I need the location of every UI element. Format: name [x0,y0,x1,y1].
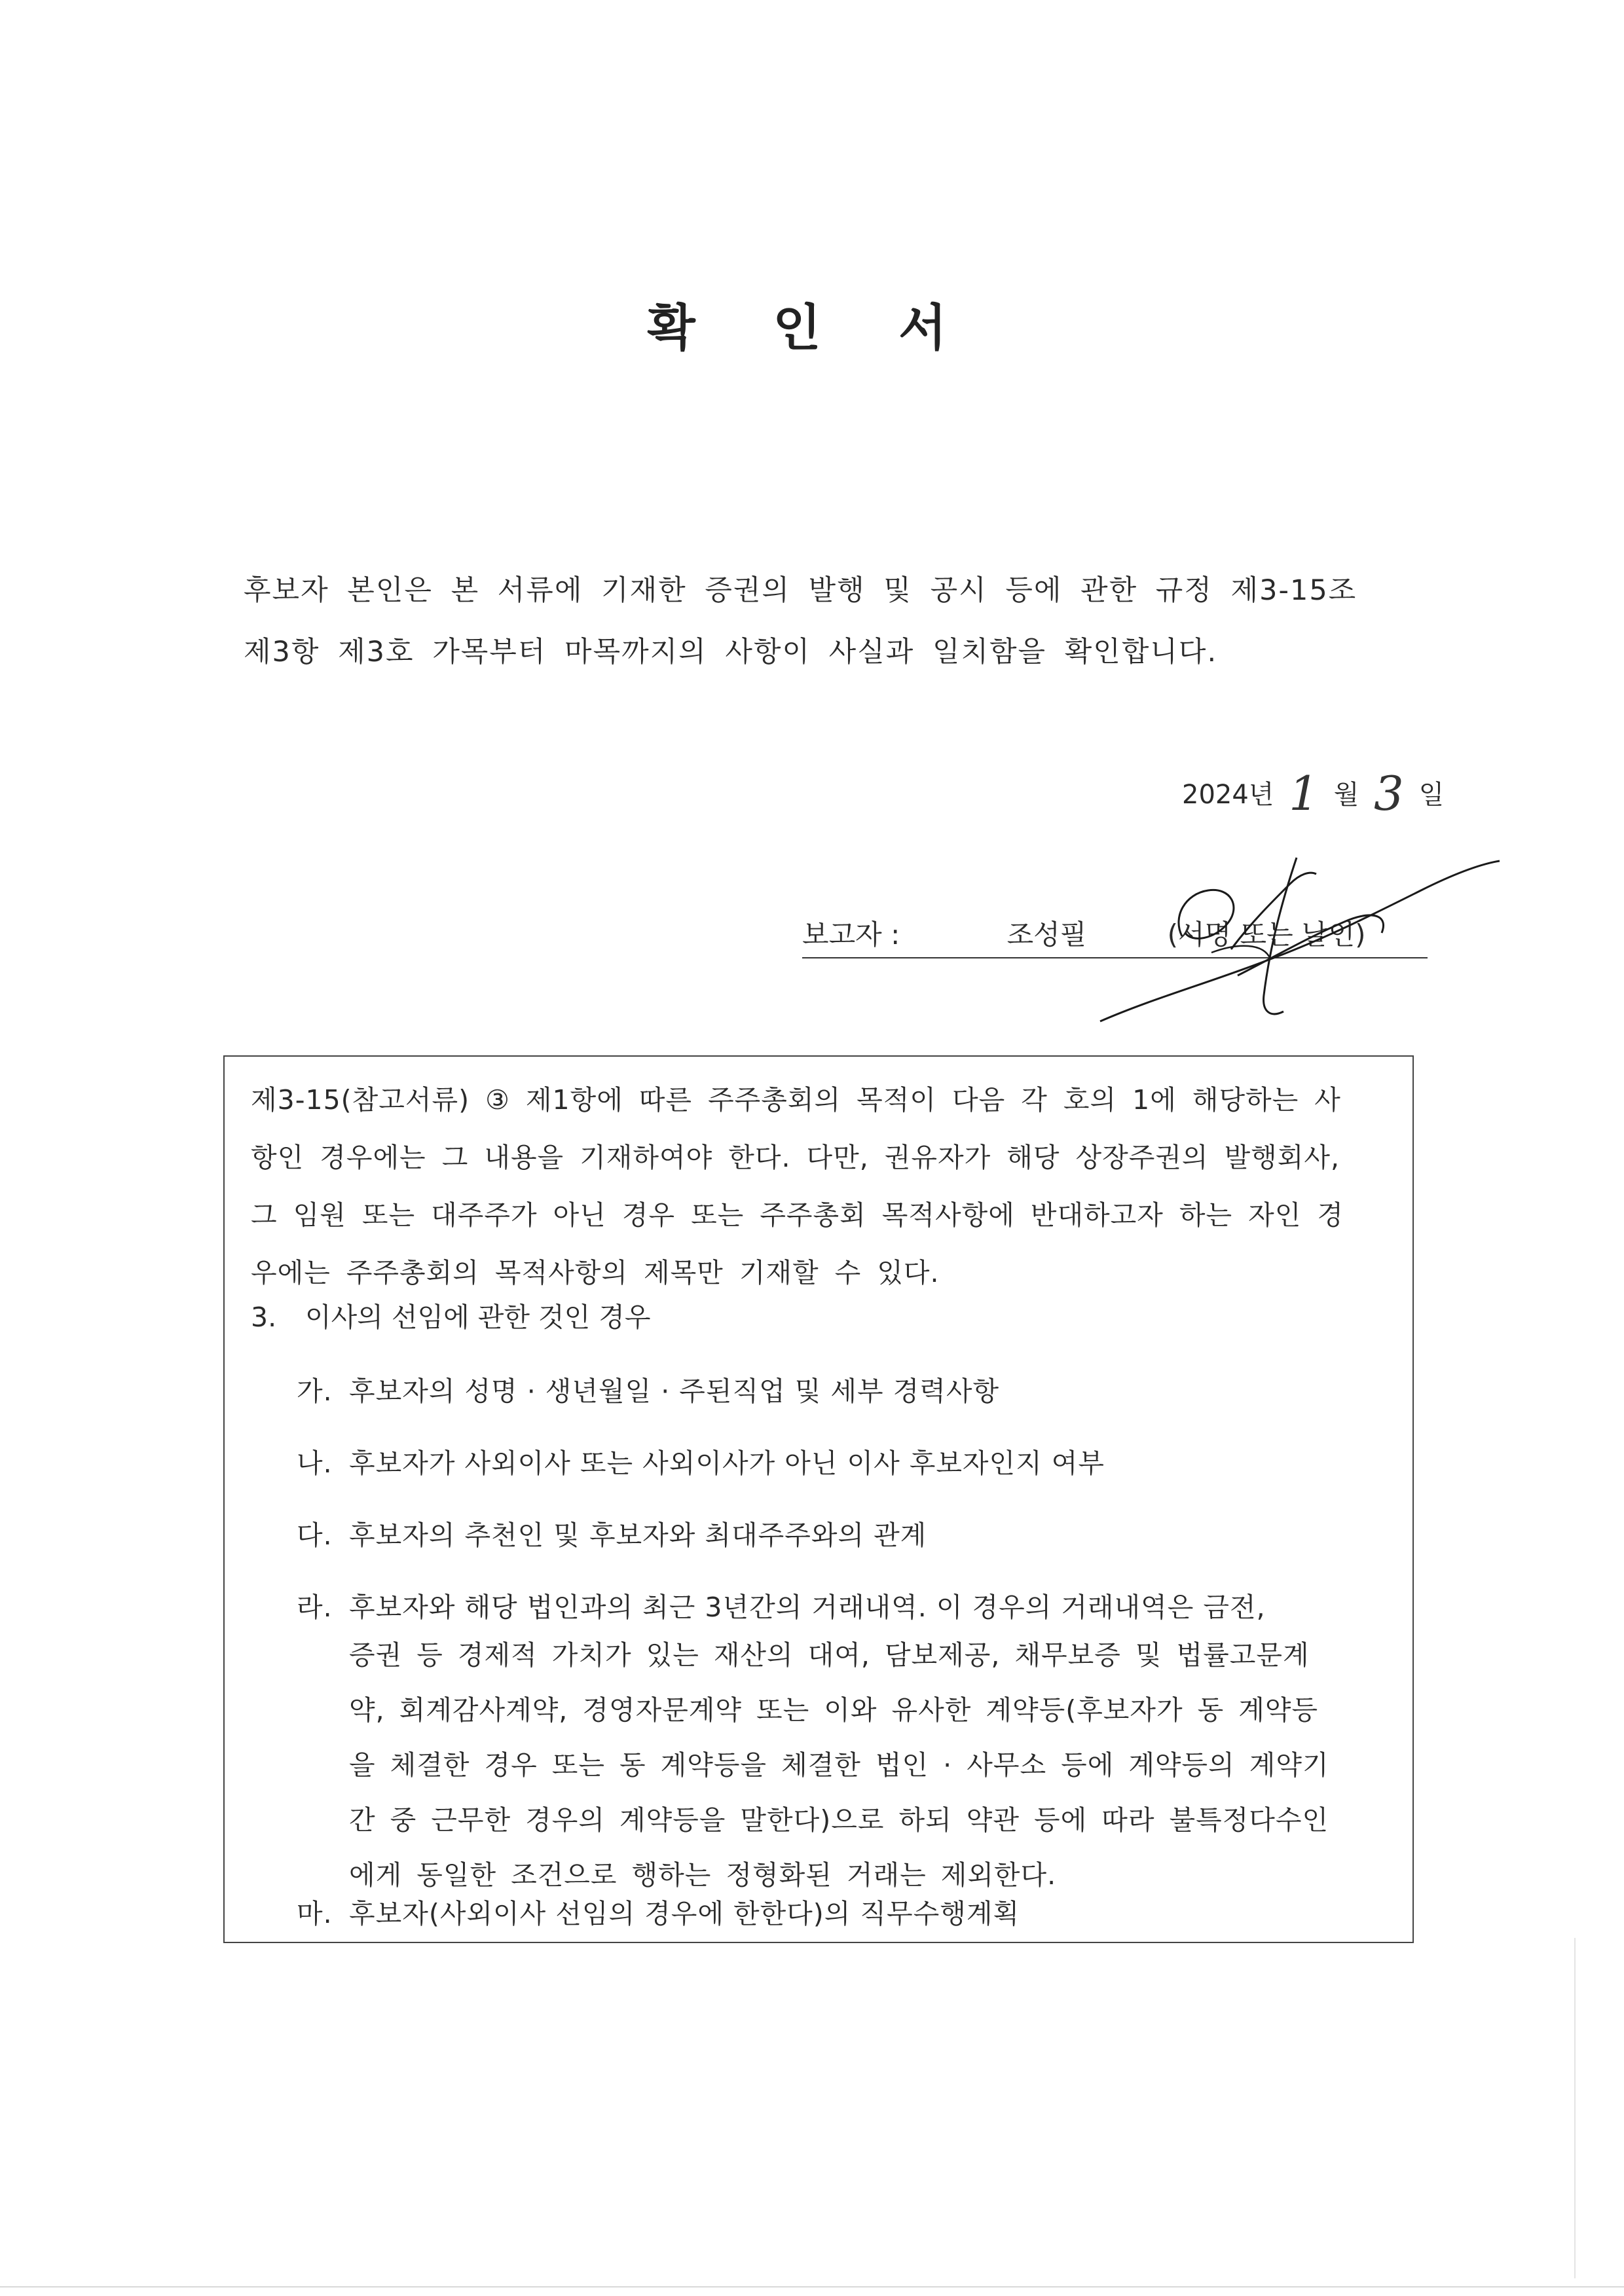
subitem-text: 후보자(사외이사 선임의 경우에 한한다)의 직무수행계획 [349,1898,1020,1929]
continuation-line: 을 체결한 경우 또는 동 계약등을 체결한 법인 · 사무소 등에 계약등의 계약기 [349,1749,1329,1781]
date-year: 2024년 [1182,780,1274,810]
continuation-line: 간 중 근무한 경우의 계약등을 말한다)으로 하되 약관 등에 따라 불특정다수인 [349,1804,1329,1836]
date-month-handwritten: 1 [1289,766,1319,821]
continuation-line: 약, 회계감사계약, 경영자문계약 또는 이와 유사한 계약등(후보자가 동 계약등 [349,1694,1319,1726]
statement-line-2: 제3항 제3호 가목부터 마목까지의 사항이 사실과 일치함을 확인합니다. [244,636,1218,668]
item-3-number: 3. [251,1302,277,1333]
scan-edge-mark [1574,1938,1576,2278]
handwritten-signature [1074,845,1506,1034]
reference-line: 항인 경우에는 그 내용을 기재하여야 한다. 다만, 권유자가 해당 상장주권의 발행회사, [251,1142,1340,1173]
subitem-marker: 가. [297,1376,333,1407]
subitem-marker: 라. [297,1592,333,1623]
signing-date [1182,766,1444,821]
item-3 [251,1296,650,1334]
signature-instruction: (서명 또는 날인) [1167,919,1366,951]
subitem-marker: 나. [297,1448,333,1479]
continuation-line: 에게 동일한 조건으로 행하는 정형화된 거래는 제외한다. [349,1859,1057,1891]
subitem-da [297,1514,927,1552]
subitem-text: 후보자의 성명 · 생년월일 · 주된직업 및 세부 경력사항 [349,1376,1000,1407]
reference-line: 그 임원 또는 대주주가 아닌 경우 또는 주주총회 목적사항에 반대하고자 하는 자인 경 [251,1199,1344,1231]
statement-line-1: 후보자 본인은 본 서류에 기재한 증권의 발행 및 공시 등에 관한 규정 제3-15조 [244,574,1357,607]
reference-regulation-box [223,1055,1414,1943]
subitem-ra [297,1586,1266,1624]
subitem-marker: 다. [297,1520,333,1551]
subitem-ra-continuation [349,1628,1384,1903]
reference-line: 우에는 주주총회의 목적사항의 제목만 기재할 수 있다. [251,1257,940,1288]
subitem-text: 후보자가 사외이사 또는 사외이사가 아닌 이사 후보자인지 여부 [349,1448,1105,1479]
scan-bottom-edge [0,2286,1624,2287]
reporter-name: 조성필 [1006,919,1087,951]
subitem-text: 후보자의 추천인 및 후보자와 최대주주와의 관계 [349,1520,927,1551]
date-month-unit: 월 [1333,780,1359,810]
reporter-label: 보고자 : [802,919,900,951]
date-day-handwritten: 3 [1374,766,1404,821]
subitem-ma [297,1892,1020,1931]
subitem-marker: 마. [297,1898,333,1929]
subitem-na [297,1442,1105,1480]
item-3-text: 이사의 선임에 관한 것인 경우 [305,1302,651,1333]
document-title: 확 인 서 [647,299,977,357]
subitem-ga [297,1370,999,1408]
reference-paragraph [251,1071,1390,1302]
reference-line: 제3-15(참고서류) ③ 제1항에 따른 주주총회의 목적이 다음 각 호의 1에 해당하는 사 [251,1084,1341,1116]
confirmation-statement [244,560,1416,683]
date-day-unit: 일 [1418,780,1445,810]
subitem-text: 후보자와 해당 법인과의 최근 3년간의 거래내역. 이 경우의 거래내역은 금전, [349,1592,1266,1623]
continuation-line: 증권 등 경제적 가치가 있는 재산의 대여, 담보제공, 채무보증 및 법률고문계 [349,1639,1310,1671]
